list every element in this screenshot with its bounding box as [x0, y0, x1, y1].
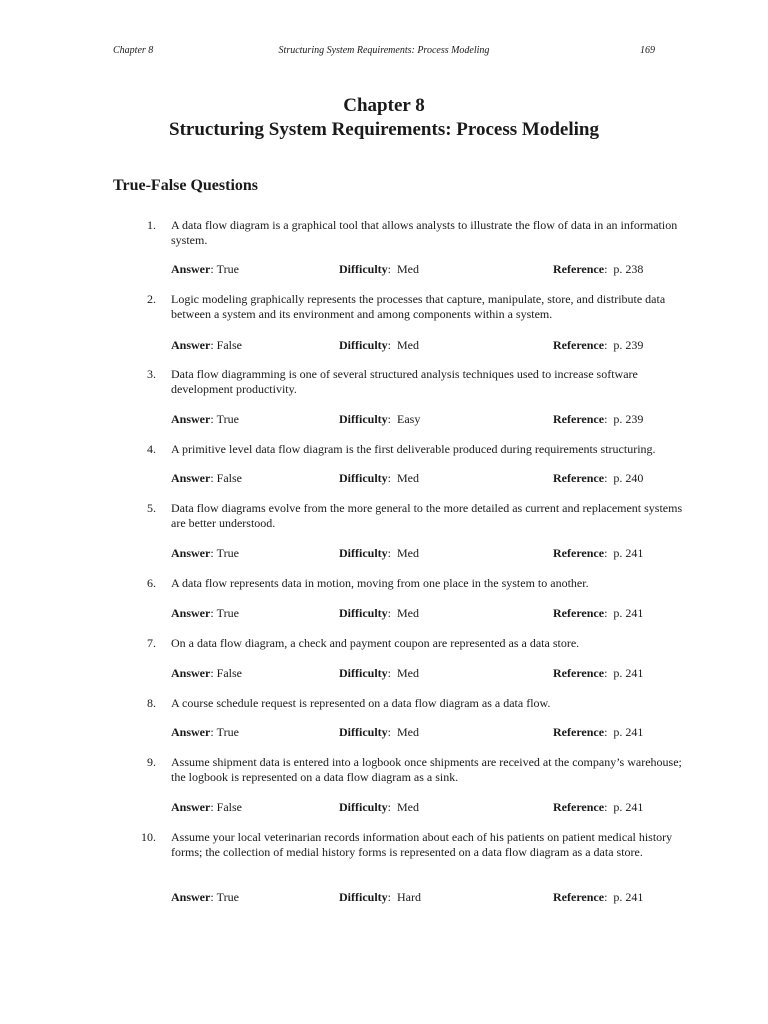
- difficulty-value: Med: [397, 666, 419, 680]
- answer-row: [0, 890, 768, 905]
- answer-cell: Answer: True: [171, 606, 239, 620]
- answer-label: Answer: [171, 800, 211, 814]
- difficulty-cell: Difficulty: Med: [339, 606, 419, 620]
- question-number: 8.: [147, 696, 156, 710]
- reference-cell: Reference: p. 241: [553, 800, 644, 814]
- reference-value: p. 241: [613, 800, 644, 814]
- answer-cell: Answer: False: [171, 666, 243, 680]
- question-number: 1.: [147, 218, 156, 232]
- chapter-label: Chapter 8: [343, 95, 425, 116]
- reference-cell: Reference: p. 240: [553, 471, 644, 485]
- answer-label: Answer: [171, 471, 211, 485]
- reference-label: Reference: [553, 412, 605, 426]
- question-text: Assume your local veterinarian records information about each of his patients on patient medical history forms; the collection of medial history forms is represented on a data flow diagram as a data store.: [171, 830, 673, 859]
- difficulty-value: Easy: [397, 412, 421, 426]
- answer-row: [0, 800, 768, 815]
- question-number: 4.: [147, 442, 156, 456]
- answer-row: [0, 471, 768, 486]
- difficulty-label: Difficulty: [339, 338, 388, 352]
- difficulty-cell: Difficulty: Med: [339, 262, 419, 276]
- difficulty-cell: Difficulty: Med: [339, 471, 419, 485]
- difficulty-value: Med: [397, 471, 419, 485]
- answer-label: Answer: [171, 890, 211, 904]
- reference-label: Reference: [553, 471, 605, 485]
- running-head-chapter: Chapter 8: [113, 45, 154, 56]
- answer-cell: Answer: False: [171, 800, 243, 814]
- answer-label: Answer: [171, 262, 211, 276]
- question-text: Data flow diagrams evolve from the more general to the more detailed as current and replacement systems are better understood.: [171, 501, 683, 530]
- difficulty-value: Med: [397, 338, 419, 352]
- answer-row: [0, 725, 768, 740]
- answer-label: Answer: [171, 606, 211, 620]
- page-number: 169: [640, 45, 655, 56]
- answer-value: False: [216, 800, 243, 814]
- reference-cell: Reference: p. 241: [553, 890, 644, 904]
- difficulty-label: Difficulty: [339, 262, 388, 276]
- running-head-title: Structuring System Requirements: Process Modeling: [278, 45, 490, 56]
- answer-value: True: [216, 546, 239, 560]
- question-number: 10.: [141, 830, 156, 844]
- answer-label: Answer: [171, 725, 211, 739]
- difficulty-label: Difficulty: [339, 471, 388, 485]
- reference-label: Reference: [553, 546, 605, 560]
- answer-value: True: [216, 725, 239, 739]
- question-number: 3.: [147, 367, 156, 381]
- difficulty-label: Difficulty: [339, 546, 388, 560]
- answer-value: True: [216, 262, 239, 276]
- difficulty-value: Med: [397, 546, 419, 560]
- answer-cell: Answer: True: [171, 262, 239, 276]
- answer-cell: Answer: True: [171, 546, 239, 560]
- question-text: Data flow diagramming is one of several structured analysis techniques used to increase software development productivity.: [171, 367, 638, 396]
- answer-label: Answer: [171, 666, 211, 680]
- answer-label: Answer: [171, 412, 211, 426]
- reference-value: p. 240: [613, 471, 644, 485]
- answer-cell: Answer: True: [171, 412, 239, 426]
- question-text: Logic modeling graphically represents the processes that capture, manipulate, store, and distribute data between a system and its environment and among components within a system.: [171, 292, 666, 321]
- answer-row: [0, 338, 768, 353]
- reference-value: p. 241: [613, 666, 644, 680]
- difficulty-cell: Difficulty: Med: [339, 800, 419, 814]
- answer-value: True: [216, 412, 239, 426]
- reference-label: Reference: [553, 606, 605, 620]
- question-number: 2.: [147, 292, 156, 306]
- reference-label: Reference: [553, 800, 605, 814]
- answer-cell: Answer: True: [171, 890, 239, 904]
- section-title: True-False Questions: [113, 177, 259, 194]
- question-text: A data flow represents data in motion, moving from one place in the system to another.: [171, 576, 589, 590]
- answer-value: True: [216, 890, 239, 904]
- difficulty-cell: Difficulty: Med: [339, 546, 419, 560]
- reference-cell: Reference: p. 239: [553, 338, 644, 352]
- difficulty-value: Med: [397, 725, 419, 739]
- question-number: 6.: [147, 576, 156, 590]
- reference-cell: Reference: p. 238: [553, 262, 644, 276]
- reference-value: p. 239: [613, 338, 644, 352]
- reference-cell: Reference: p. 239: [553, 412, 644, 426]
- difficulty-label: Difficulty: [339, 412, 388, 426]
- answer-cell: Answer: False: [171, 338, 243, 352]
- reference-value: p. 241: [613, 890, 644, 904]
- reference-cell: Reference: p. 241: [553, 606, 644, 620]
- question-number: 9.: [147, 755, 156, 769]
- reference-value: p. 239: [613, 412, 644, 426]
- reference-label: Reference: [553, 666, 605, 680]
- question-text: Assume shipment data is entered into a logbook once shipments are received at the company’s warehouse; the logbook is represented on a data flow diagram as a sink.: [171, 755, 682, 784]
- answer-value: False: [216, 471, 243, 485]
- answer-row: [0, 546, 768, 561]
- answer-value: False: [216, 666, 243, 680]
- difficulty-cell: Difficulty: Med: [339, 725, 419, 739]
- answer-cell: Answer: False: [171, 471, 243, 485]
- question-number: 5.: [147, 501, 156, 515]
- difficulty-cell: Difficulty: Med: [339, 338, 419, 352]
- difficulty-label: Difficulty: [339, 725, 388, 739]
- difficulty-value: Hard: [397, 890, 421, 904]
- question-text: A primitive level data flow diagram is the first deliverable produced during requirements structuring.: [171, 442, 656, 456]
- reference-cell: Reference: p. 241: [553, 546, 644, 560]
- reference-cell: Reference: p. 241: [553, 725, 644, 739]
- reference-value: p. 241: [613, 546, 644, 560]
- answer-label: Answer: [171, 546, 211, 560]
- answer-row: [0, 606, 768, 621]
- reference-cell: Reference: p. 241: [553, 666, 644, 680]
- answer-label: Answer: [171, 338, 211, 352]
- reference-value: p. 238: [613, 262, 644, 276]
- answer-value: False: [216, 338, 243, 352]
- question-text: A data flow diagram is a graphical tool that allows analysts to illustrate the flow of data in an information system.: [171, 218, 678, 247]
- answer-row: [0, 412, 768, 427]
- answer-value: True: [216, 606, 239, 620]
- difficulty-label: Difficulty: [339, 606, 388, 620]
- answer-cell: Answer: True: [171, 725, 239, 739]
- question-number: 7.: [147, 636, 156, 650]
- answer-row: [0, 666, 768, 681]
- difficulty-cell: Difficulty: Med: [339, 666, 419, 680]
- question-text: A course schedule request is represented on a data flow diagram as a data flow.: [171, 696, 551, 710]
- reference-label: Reference: [553, 890, 605, 904]
- difficulty-label: Difficulty: [339, 666, 388, 680]
- reference-value: p. 241: [613, 725, 644, 739]
- chapter-title: Structuring System Requirements: Process Modeling: [169, 119, 599, 140]
- reference-value: p. 241: [613, 606, 644, 620]
- question-text: On a data flow diagram, a check and payment coupon are represented as a data store.: [171, 636, 580, 650]
- reference-label: Reference: [553, 725, 605, 739]
- reference-label: Reference: [553, 262, 605, 276]
- reference-label: Reference: [553, 338, 605, 352]
- difficulty-value: Med: [397, 606, 419, 620]
- difficulty-value: Med: [397, 262, 419, 276]
- difficulty-label: Difficulty: [339, 800, 388, 814]
- difficulty-cell: Difficulty: Hard: [339, 890, 421, 904]
- difficulty-label: Difficulty: [339, 890, 388, 904]
- difficulty-value: Med: [397, 800, 419, 814]
- answer-row: [0, 262, 768, 277]
- difficulty-cell: Difficulty: Easy: [339, 412, 421, 426]
